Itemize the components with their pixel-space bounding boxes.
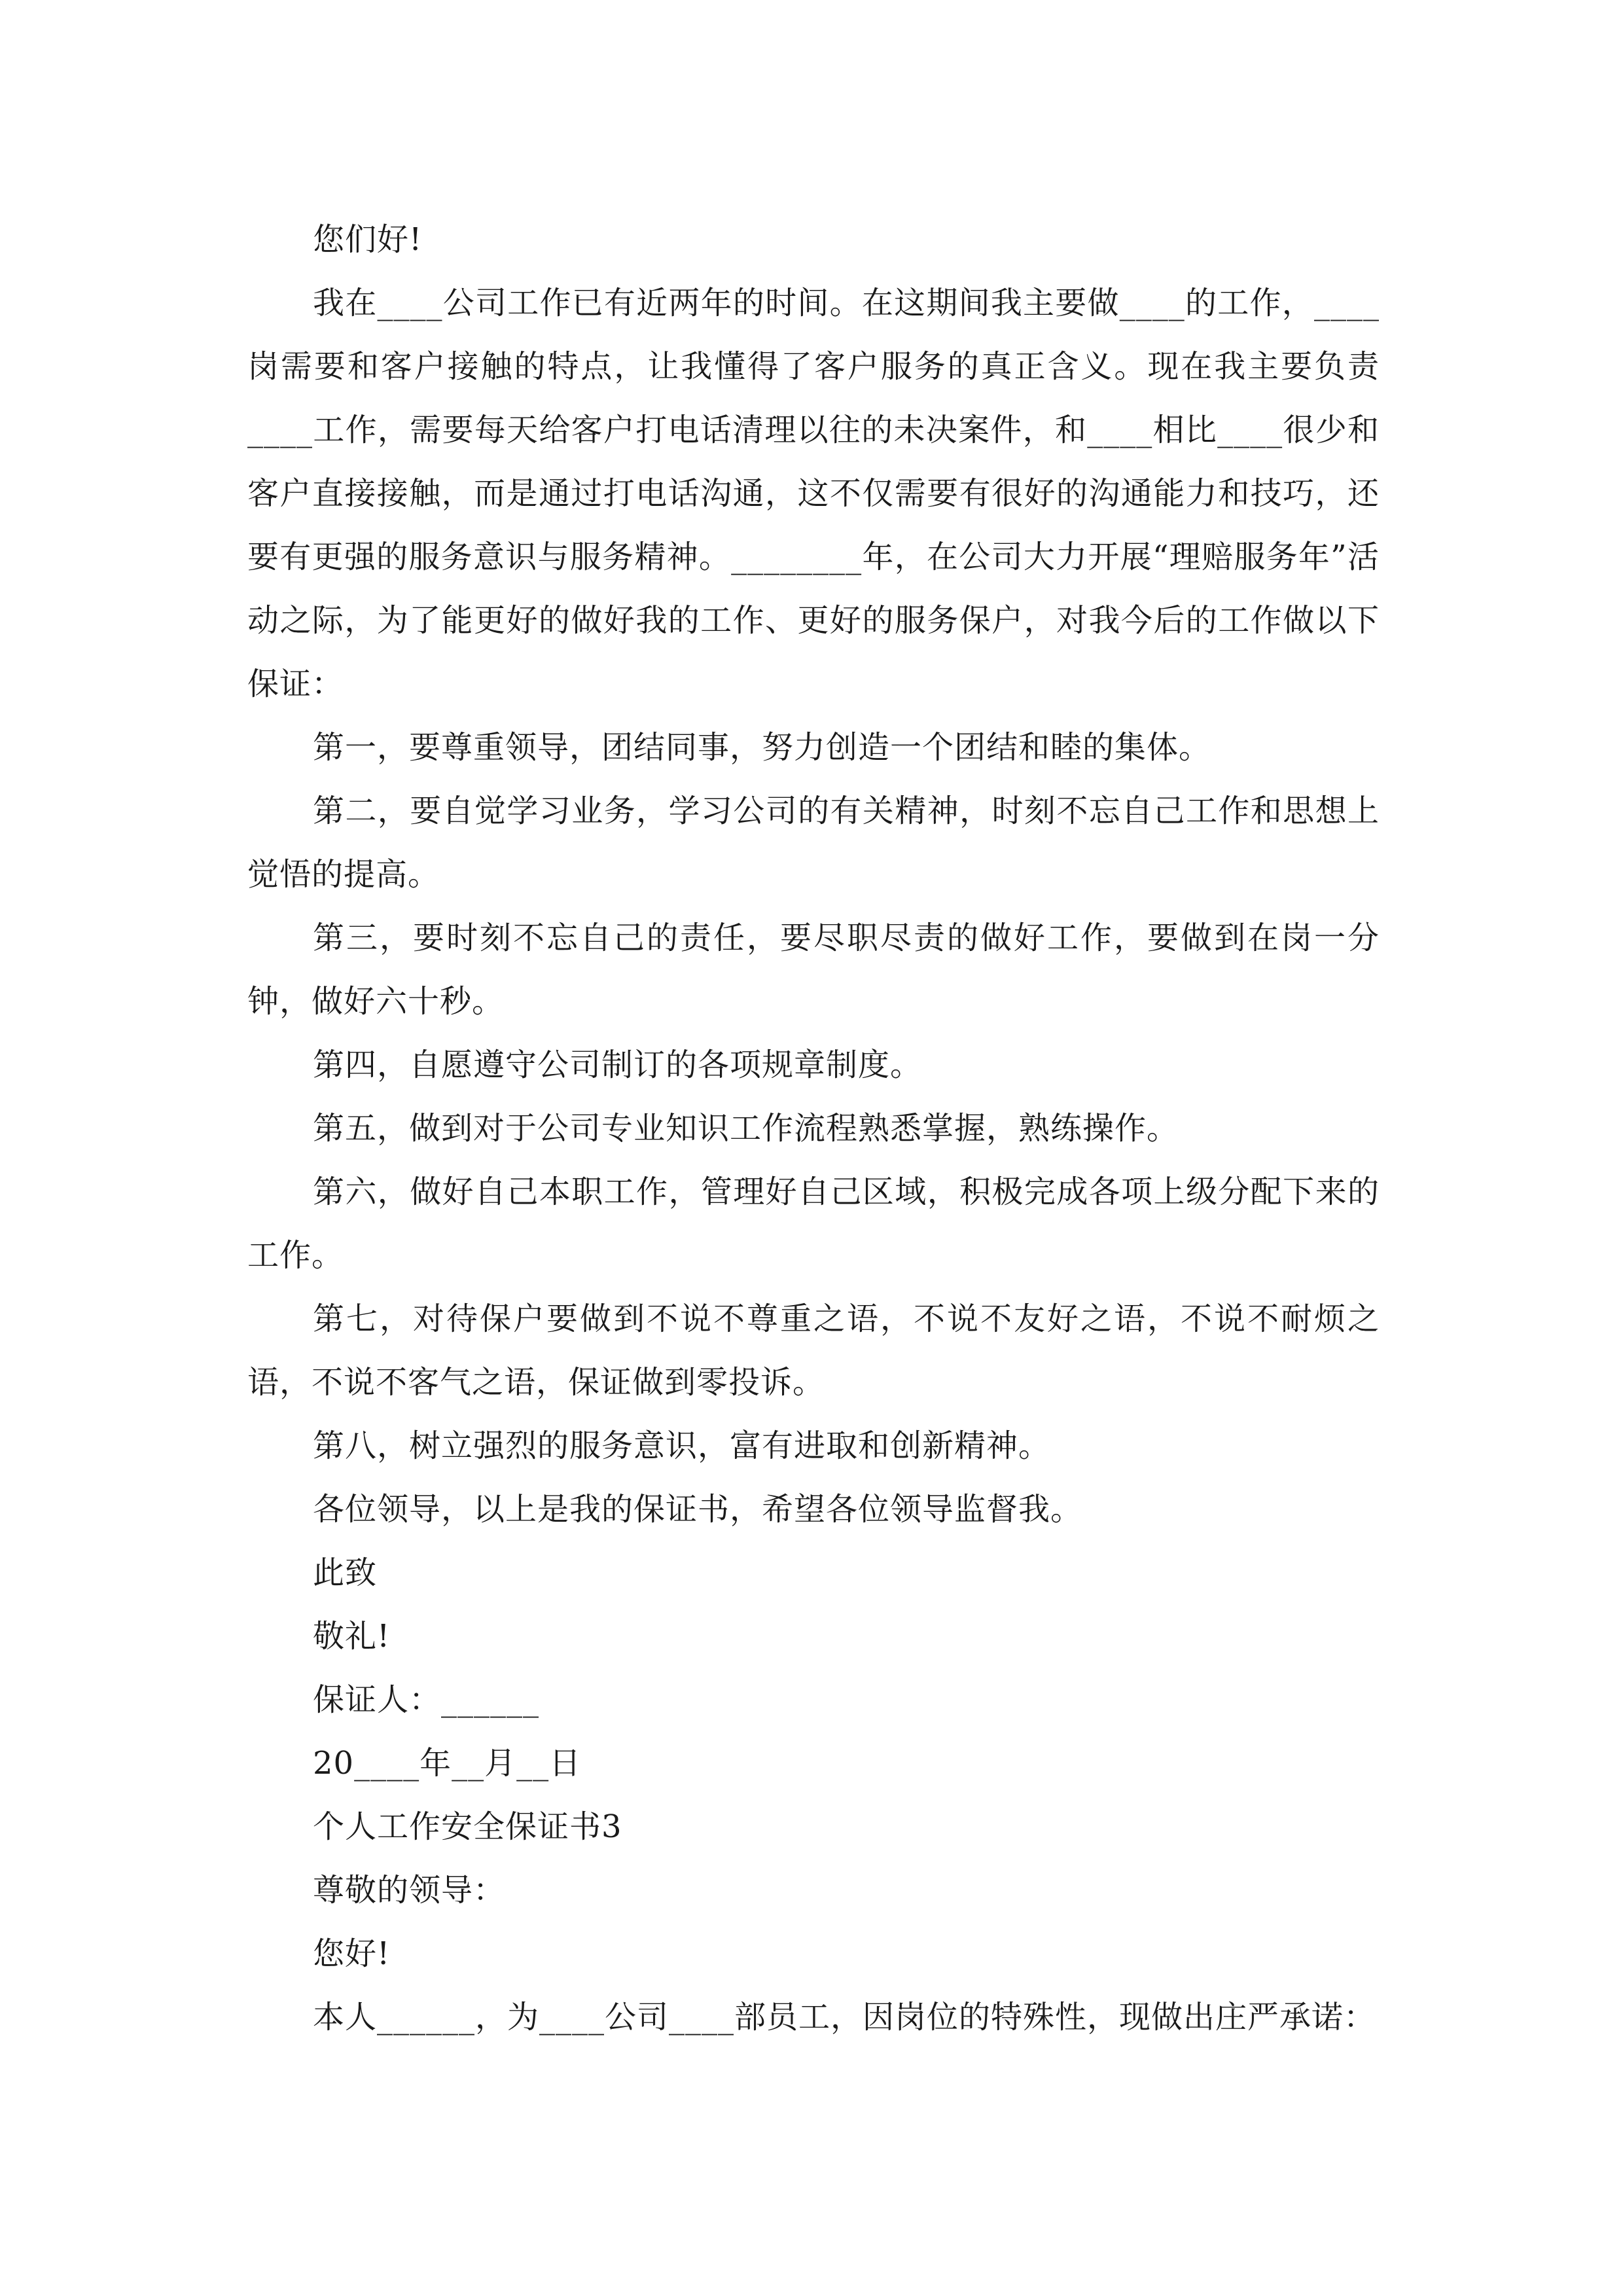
salutation-cizhi: 此致 (313, 1554, 378, 1591)
section-title: 个人工作安全保证书3 (313, 1808, 622, 1845)
pledge-item-6: 第六，做好自己本职工作，管理好自己区域，积极完成各项上级分配下来的工作。 (247, 1174, 1380, 1274)
addressee-line: 尊敬的领导： (313, 1872, 506, 1909)
pledge-item-5: 第五，做到对于公司专业知识工作流程熟悉掌握，熟练操作。 (313, 1110, 1179, 1147)
pledge-item-7: 第七，对待保户要做到不说不尊重之语，不说不友好之语，不说不耐烦之语，不说不客气之语，保证做到零投诉。 (247, 1300, 1380, 1401)
intro-paragraph: 我在____公司工作已有近两年的时间。在这期间我主要做____的工作，____岗需要和客户接触的特点，让我懂得了客户服务的真正含义。现在我主要负责____工作，需要每天给客户打电话清理以往的未决案件，和____相比____很少和客户直接接触，而是通过打电话沟通，这不仅需要有很好的沟通能力和技巧，还要有更强的服务意识与服务精神。________年，在公司大力开展“理赔服务年”活动之际，为了能更好的做好我的工作、更好的服务保户，对我今后的工作做以下保证： (247, 285, 1380, 702)
pledge-item-3: 第三，要时刻不忘自己的责任，要尽职尽责的做好工作，要做到在岗一分钟，做好六十秒。 (247, 920, 1380, 1020)
document-body (247, 208, 1380, 2049)
greeting-line-2: 您好! (313, 1935, 391, 1972)
greeting-line: 您们好! (313, 221, 423, 258)
guarantor-line: 保证人：______ (313, 1681, 540, 1718)
pledge-item-8: 第八，树立强烈的服务意识，富有进取和创新精神。 (313, 1427, 1051, 1464)
pledge-item-2: 第二，要自觉学习业务，学习公司的有关精神，时刻不忘自己工作和思想上觉悟的提高。 (247, 793, 1380, 893)
date-line: 20____年__月__日 (313, 1745, 582, 1782)
pledge-item-4: 第四，自愿遵守公司制订的各项规章制度。 (313, 1047, 923, 1083)
salutation-jingli: 敬礼! (313, 1618, 391, 1655)
commitment-paragraph: 本人______，为____公司____部员工，因岗位的特殊性，现做出庄严承诺： (313, 1999, 1376, 2036)
closing-remark: 各位领导，以上是我的保证书，希望各位领导监督我。 (313, 1491, 1083, 1528)
pledge-item-1: 第一，要尊重领导，团结同事，努力创造一个团结和睦的集体。 (313, 729, 1211, 766)
